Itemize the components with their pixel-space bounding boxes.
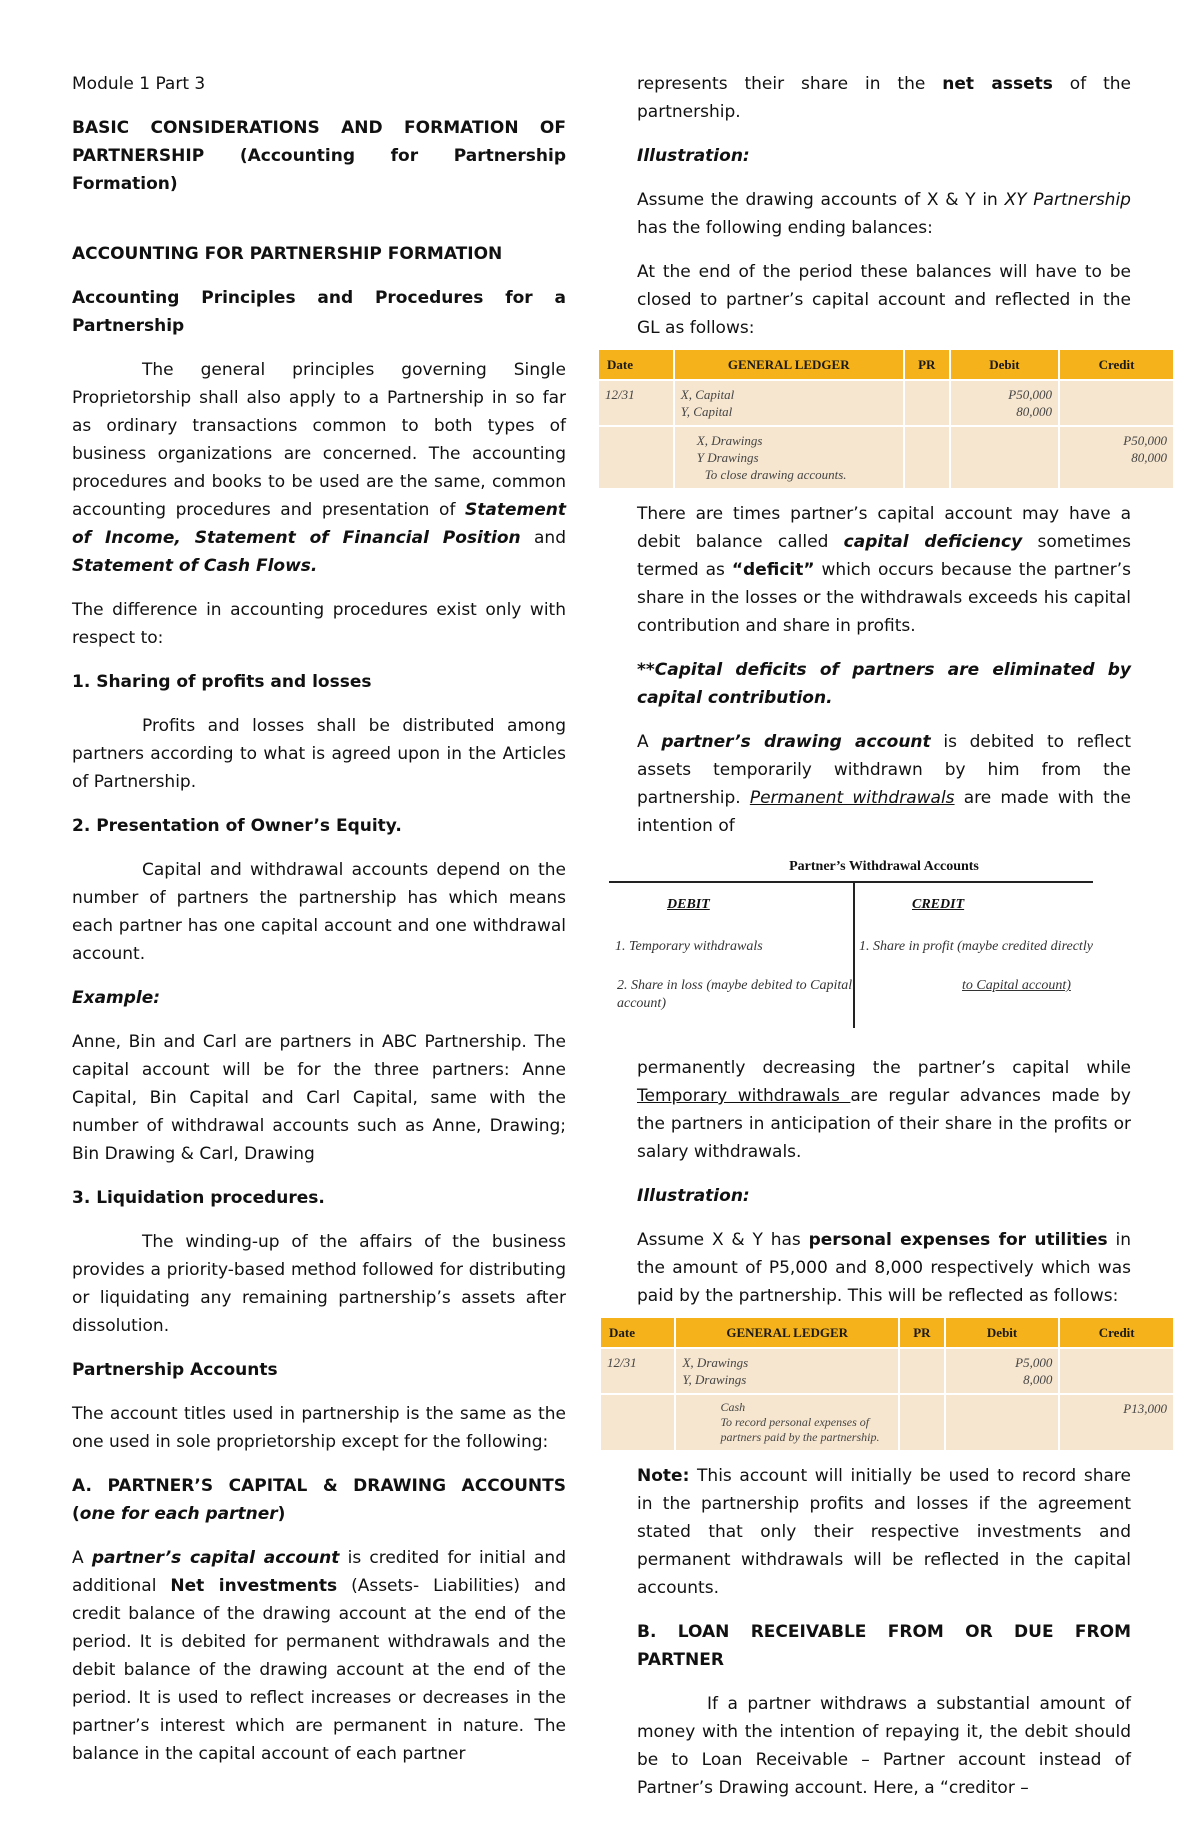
left-column [72,70,566,1784]
cell-accounts: X, Capital Y, Capital [674,380,904,426]
example-label: Example: [72,988,161,1008]
item2-text: Capital and withdrawal accounts depend on the number of partners the partnership has which means each partner has one capital account and one withdrawal account. [72,860,566,964]
partnership-accounts-title: Partnership Accounts [72,1360,278,1380]
cell-date [601,1394,675,1450]
cell-debit [950,426,1059,488]
cell-pr [899,1394,945,1450]
col-debit: Debit [945,1318,1060,1348]
col-debit: Debit [950,350,1059,380]
assume-drawing-text: Assume the drawing accounts of X & Y in XY Partnership has the following ending balances: [637,190,1131,238]
right-column [605,70,1167,1818]
t-account-horizontal-line [609,881,1093,883]
capital-account-paragraph: A partner’s capital account is credited for initial and additional Net investments (Assets- Liabilities) and credit balance of the drawing account at the end of the period. It is debited for permanent withdrawals and the debit balance of the drawing account at the end of the period. It is used to reflect increases or decreases in the partner’s interest which are permanent in nature. The balance in the capital account of each partner [72,1548,566,1764]
item3-text: The winding-up of the affairs of the business provides a priority-based method followed for distributing or liquidating any remaining partnership’s assets after dissolution. [72,1232,566,1336]
intro-paragraph: The general principles governing Single Proprietorship shall also apply to a Partnership in so far as ordinary transactions common to both types of business organizations are concerned. The accounting procedures and books to be used are the same, common accounting procedures and presentation of Statement of Income, Statement of Financial Position and Statement of Cash Flows. [72,360,566,576]
cell-credit [1059,380,1174,426]
table-row [599,426,1174,488]
credit-item-1-continued: to Capital account) [962,978,1071,993]
loan-receivable-paragraph: If a partner withdraws a substantial amount of money with the intention of repaying it, the debit should be to Loan Receivable – Partner account instead of Partner’s Drawing account. Here, a “creditor – [637,1694,1131,1798]
ledger-table-2-wrap [601,1318,1175,1450]
drawing-account-paragraph: A partner’s drawing account is debited to reflect assets temporarily withdrawn by him from the partnership. Permanent withdrawals are made with the intention of [637,732,1131,836]
cell-accounts: Cash To record personal expenses of partners paid by the partnership. [675,1394,898,1450]
cell-credit: P13,000 [1059,1394,1174,1450]
capital-deficit-note: **Capital deficits of partners are eliminated by capital contribution. [637,660,1131,708]
cell-credit: P50,000 80,000 [1059,426,1174,488]
module-label: Module 1 Part 3 [72,74,206,94]
item1-text: Profits and losses shall be distributed among partners according to what is agreed upon in the Articles of Partnership. [72,716,566,792]
note-paragraph: Note: This account will initially be used to record share in the partnership profits and losses if the agreement stated that only their respective investments and permanent withdrawals will be reflected in the capital accounts. [637,1466,1131,1598]
table-header-row [601,1318,1174,1348]
permanent-withdrawals-paragraph: permanently decreasing the partner’s capital while Temporary withdrawals are regular advances made by the partners in anticipation of their share in the profits or salary withdrawals. [637,1058,1131,1162]
item1-title: 1. Sharing of profits and losses [72,672,372,692]
example-text: Anne, Bin and Carl are partners in ABC Partnership. The capital account will be for the three partners: Anne Capital, Bin Capital and Carl Capital, same with the number of withdrawal accounts such as Anne, Drawing; Bin Drawing & Carl, Drawing [72,1032,566,1164]
debit-header: DEBIT [667,897,710,912]
credit-item-1: 1. Share in profit (maybe credited directly [859,939,1093,954]
debit-item-1: 1. Temporary withdrawals [615,939,763,954]
item3-title: 3. Liquidation procedures. [72,1188,325,1208]
col-pr: PR [899,1318,945,1348]
cell-date [599,426,674,488]
ledger-table-expenses [601,1318,1175,1450]
withdrawal-t-account [615,858,1131,1048]
col-credit: Credit [1059,1318,1174,1348]
debit-item-2: 2. Share in loss (maybe debited to Capital account) [617,978,853,1011]
section-subtitle: Accounting Principles and Procedures for a Partnership [72,288,566,336]
table-row [599,380,1174,426]
cell-date: 12/31 [601,1348,675,1394]
cell-date: 12/31 [599,380,674,426]
item2-title: 2. Presentation of Owner’s Equity. [72,816,402,836]
cell-debit: P5,000 8,000 [945,1348,1060,1394]
cell-credit [1059,1348,1174,1394]
capital-deficiency-paragraph: There are times partner’s capital account may have a debit balance called capital deficiency sometimes termed as “deficit” which occurs because the partner’s share in the losses or the withdrawals exceeds his capital contribution and share in profits. [637,504,1132,636]
col-date: Date [601,1318,675,1348]
document-heading: BASIC CONSIDERATIONS AND FORMATION OF PARTNERSHIP (Accounting for Partnership Formation) [72,118,566,194]
credit-header: CREDIT [912,897,965,912]
cell-accounts: X, Drawings Y, Drawings [675,1348,898,1394]
withdrawal-accounts-title: Partner’s Withdrawal Accounts [789,859,979,874]
section-a-title: A. PARTNER’S CAPITAL & DRAWING ACCOUNTS (one for each partner) [72,1476,566,1524]
col-general-ledger: GENERAL LEDGER [675,1318,898,1348]
cell-accounts: X, Drawings Y Drawings To close drawing accounts. [674,426,904,488]
col-credit: Credit [1059,350,1174,380]
ledger-table-1-wrap [599,350,1175,488]
assume-expenses-text: Assume X & Y has personal expenses for utilities in the amount of P5,000 and 8,000 respectively which was paid by the partnership. This will be reflected as follows: [637,1230,1132,1306]
illustration-label-2: Illustration: [637,1186,750,1206]
col-date: Date [599,350,674,380]
difference-intro: The difference in accounting procedures exist only with respect to: [72,600,566,648]
partnership-accounts-text: The account titles used in partnership is the same as the one used in sole proprietorship except for the following: [72,1404,566,1452]
cell-debit [945,1394,1060,1450]
closing-text: At the end of the period these balances will have to be closed to partner’s capital account and reflected in the GL as follows: [637,262,1131,338]
ledger-table-closing [599,350,1175,488]
col-pr: PR [904,350,950,380]
table-row [601,1348,1174,1394]
cell-pr [899,1348,945,1394]
col-general-ledger: GENERAL LEDGER [674,350,904,380]
section-b-title: B. LOAN RECEIVABLE FROM OR DUE FROM PARTNER [637,1622,1131,1670]
illustration-label-1: Illustration: [637,146,750,166]
table-row [601,1394,1174,1450]
cell-pr [904,380,950,426]
t-account-vertical-line [853,881,855,1028]
section-title: ACCOUNTING FOR PARTNERSHIP FORMATION [72,244,503,264]
cell-debit: P50,000 80,000 [950,380,1059,426]
table-header-row [599,350,1174,380]
net-assets-continuation: represents their share in the net assets of the partnership. [637,74,1131,122]
cell-pr [904,426,950,488]
